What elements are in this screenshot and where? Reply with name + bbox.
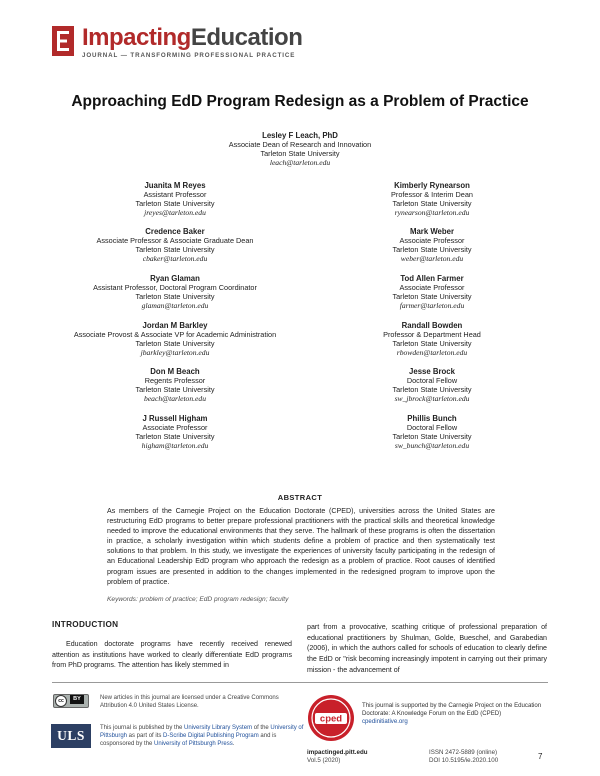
author-role: Professor & Interim Dean bbox=[391, 190, 473, 199]
author-left-5 bbox=[45, 367, 305, 403]
author-left-3 bbox=[45, 274, 305, 310]
cc-by-icon: BY bbox=[70, 695, 84, 704]
publisher-text-3: as part of its bbox=[127, 733, 164, 740]
author-affiliation: Tarleton State University bbox=[135, 339, 215, 348]
author-role: Associate Professor & Associate Graduate Dean bbox=[96, 236, 254, 245]
author-email: rbowden@tarleton.edu bbox=[396, 348, 468, 357]
author-role: Associate Professor bbox=[399, 236, 465, 245]
author-name: Randall Bowden bbox=[401, 321, 463, 330]
keywords: Keywords: problem of practice; EdD program redesign; faculty bbox=[107, 596, 289, 603]
lead-author bbox=[170, 131, 430, 167]
publisher-text-4: and is cosponsored by the bbox=[100, 733, 277, 748]
support-text bbox=[362, 702, 544, 726]
author-name: J Russell Higham bbox=[142, 414, 208, 423]
article-title: Approaching EdD Program Redesign as a Problem of Practice bbox=[71, 93, 529, 110]
author-right-1 bbox=[332, 181, 532, 217]
author-affiliation: Tarleton State University bbox=[392, 292, 472, 301]
author-affiliation: Tarleton State University bbox=[135, 385, 215, 394]
journal-site[interactable]: impactinged.pitt.edu bbox=[307, 749, 368, 756]
introduction-text-left: Education doctorate programs have recently received renewed attention as institutions have worked to clearly differentiate EdD programs from PhD programs. The attention has likely stemmed in bbox=[52, 640, 292, 670]
author-name: Jesse Brock bbox=[409, 367, 455, 376]
author-email: leach@tarleton.edu bbox=[269, 158, 331, 167]
author-affiliation: Tarleton State University bbox=[392, 339, 472, 348]
abstract-text: As members of the Carnegie Project on the Education Doctorate (CPED), universities across the United States are restructuring EdD programs to better prepare professional practitioners with the practical skills and theoretical knowledge needed to improve the educational environments that they serve. The hallmark of these programs is often the dissertation in practice, a scholarly investigation within which students define a problem of practice and then systematically test solutions to that problem. In this study, we investigate the experiences of university faculty participating in the redesign of an Educational Leadership EdD program who approach the redesign as a problem of practice. Root causes of identified program issues are presented in addition to the changes implemented in the redesigned program to improve upon the problem of practice. bbox=[107, 507, 495, 586]
journal-name-part1: Impacting bbox=[82, 24, 191, 51]
author-name: Don M Beach bbox=[150, 367, 200, 376]
author-email: farmer@tarleton.edu bbox=[399, 301, 465, 310]
cped-link[interactable]: cpedinitiative.org bbox=[362, 718, 408, 725]
author-affiliation: Tarleton State University bbox=[392, 245, 472, 254]
pitt-link[interactable]: University of Pittsburgh bbox=[100, 725, 304, 740]
issn: ISSN 2472-5889 (online) bbox=[429, 749, 498, 756]
author-email: jreyes@tarleton.edu bbox=[144, 208, 206, 217]
author-name: Juanita M Reyes bbox=[144, 181, 206, 190]
journal-name-part2: Education bbox=[190, 24, 303, 51]
author-left-4 bbox=[45, 321, 305, 357]
author-name: Lesley F Leach, PhD bbox=[262, 131, 338, 140]
author-right-6 bbox=[332, 414, 532, 450]
author-name: Credence Baker bbox=[145, 227, 205, 236]
publisher-text-2: of the bbox=[252, 725, 271, 731]
author-role: Professor & Department Head bbox=[383, 330, 481, 339]
footer-divider bbox=[52, 682, 548, 683]
publisher-text bbox=[100, 724, 310, 749]
volume: Vol.5 (2020) bbox=[307, 757, 341, 764]
author-left-6 bbox=[45, 414, 305, 450]
author-left-1 bbox=[45, 181, 305, 217]
author-role: Assistant Professor bbox=[143, 190, 207, 199]
introduction-heading: INTRODUCTION bbox=[52, 620, 119, 629]
author-role: Doctoral Fellow bbox=[406, 376, 458, 385]
journal-name bbox=[82, 24, 302, 52]
author-name: Tod Allen Farmer bbox=[400, 274, 464, 283]
author-name: Mark Weber bbox=[409, 227, 455, 236]
doi: DOI 10.5195/ie.2020.100 bbox=[429, 757, 499, 764]
journal-logo-icon bbox=[52, 26, 74, 56]
author-email: rynearson@tarleton.edu bbox=[394, 208, 470, 217]
author-role: Associate Professor bbox=[399, 283, 465, 292]
author-email: sw_jbrock@tarleton.edu bbox=[394, 394, 470, 403]
publisher-text-5: . bbox=[232, 741, 235, 748]
dscribe-link[interactable]: D-Scribe Digital Publishing Program bbox=[163, 733, 259, 740]
cped-logo bbox=[307, 694, 355, 742]
author-email: cbaker@tarleton.edu bbox=[142, 254, 208, 263]
license-text: New articles in this journal are licensed under a Creative Commons Attribution 4.0 United States License. bbox=[100, 695, 279, 709]
author-affiliation: Tarleton State University bbox=[260, 149, 340, 158]
author-affiliation: Tarleton State University bbox=[392, 385, 472, 394]
uls-link[interactable]: University Library System bbox=[184, 725, 253, 731]
author-role: Doctoral Fellow bbox=[406, 423, 458, 432]
author-role: Regents Professor bbox=[144, 376, 206, 385]
author-affiliation: Tarleton State University bbox=[135, 245, 215, 254]
author-affiliation: Tarleton State University bbox=[135, 432, 215, 441]
support-text-body: This journal is supported by the Carnegie Project on the Education Doctorate: A Knowledge Forum on the EdD (CPED) bbox=[362, 702, 542, 717]
cped-logo-text: cped bbox=[319, 713, 343, 725]
author-affiliation: Tarleton State University bbox=[135, 292, 215, 301]
pitt-press-link[interactable]: University of Pittsburgh Press bbox=[154, 741, 233, 748]
author-affiliation: Tarleton State University bbox=[392, 199, 472, 208]
author-affiliation: Tarleton State University bbox=[135, 199, 215, 208]
author-right-5 bbox=[332, 367, 532, 403]
author-name: Ryan Glaman bbox=[150, 274, 200, 283]
introduction-text-right: part from a provocative, scathing critique of professional preparation of educational practitioners by Shulman, Golde, Bueschel, and Garabedian (2006), in which the authors called for schools of education to clearly define the EdD or "risk becoming increasingly impotent in carrying out their primary mission - the advancement of bbox=[307, 623, 547, 674]
author-name: Phillis Bunch bbox=[407, 414, 457, 423]
publisher-text-1: This journal is published by the bbox=[100, 725, 185, 731]
author-right-4 bbox=[332, 321, 532, 357]
author-email: sw_bunch@tarleton.edu bbox=[394, 441, 470, 450]
author-email: jbarkley@tarleton.edu bbox=[140, 348, 210, 357]
abstract-heading: ABSTRACT bbox=[277, 493, 323, 502]
author-email: beach@tarleton.edu bbox=[143, 394, 207, 403]
author-email: higham@tarleton.edu bbox=[141, 441, 209, 450]
author-email: glaman@tarleton.edu bbox=[141, 301, 209, 310]
author-left-2 bbox=[45, 227, 305, 263]
author-name: Kimberly Rynearson bbox=[394, 181, 470, 190]
author-affiliation: Tarleton State University bbox=[392, 432, 472, 441]
cc-icon: cc bbox=[55, 695, 67, 707]
author-right-2 bbox=[332, 227, 532, 263]
author-right-3 bbox=[332, 274, 532, 310]
page-number: 7 bbox=[538, 752, 543, 761]
uls-logo: ULS bbox=[51, 724, 91, 748]
author-role: Associate Provost & Associate VP for Academic Administration bbox=[73, 330, 277, 339]
author-email: weber@tarleton.edu bbox=[400, 254, 464, 263]
journal-tagline: JOURNAL — TRANSFORMING PROFESSIONAL PRACTICE bbox=[82, 52, 296, 59]
author-name: Jordan M Barkley bbox=[142, 321, 208, 330]
author-role: Assistant Professor, Doctoral Program Coordinator bbox=[93, 283, 257, 292]
author-role: Associate Dean of Research and Innovation bbox=[228, 140, 372, 149]
author-role: Associate Professor bbox=[142, 423, 208, 432]
